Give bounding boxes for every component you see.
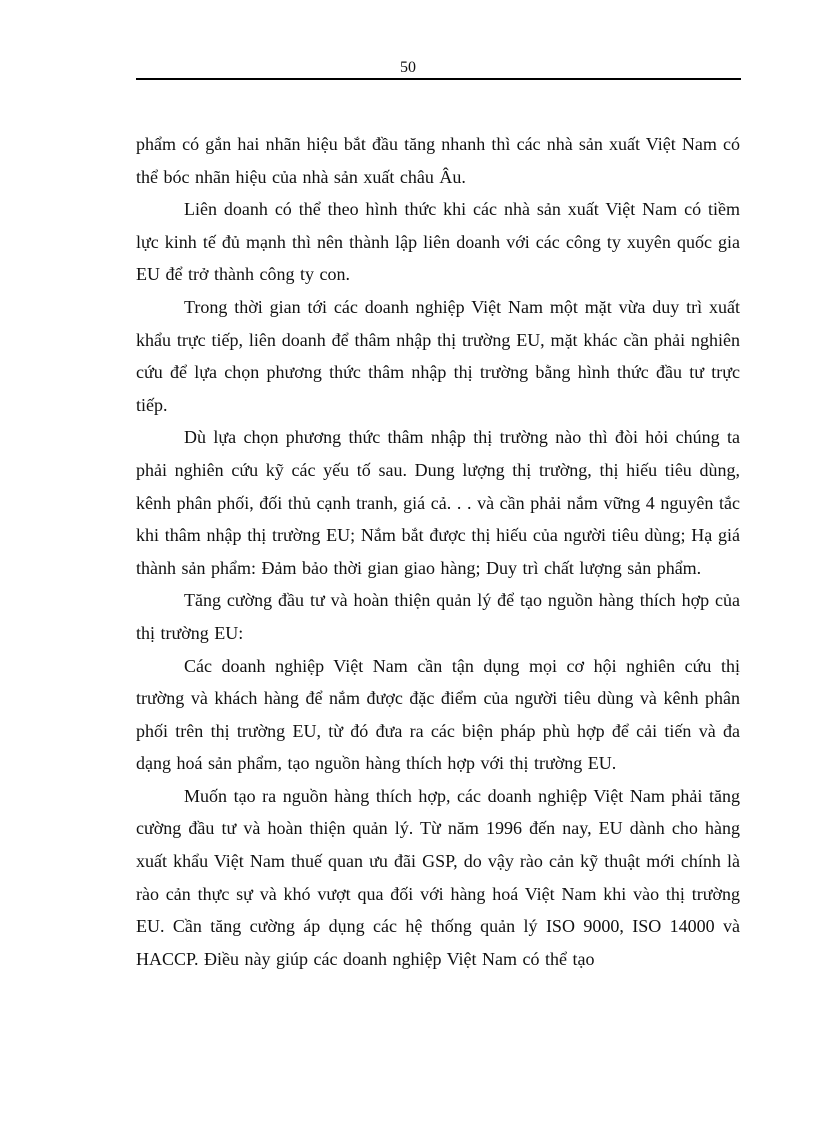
body-text [136, 128, 740, 975]
paragraph-joint-venture: Liên doanh có thể theo hình thức khi các nhà sản xuất Việt Nam có tiềm lực kinh tế đủ mạnh thì nên thành lập liên doanh với các công ty xuyên quốc gia EU để trở thành công ty con. [136, 199, 740, 285]
paragraph-continuation: phẩm có gắn hai nhãn hiệu bắt đầu tăng nhanh thì các nhà sản xuất Việt Nam có thể bóc nhãn hiệu của nhà sản xuất châu Âu. [136, 134, 740, 187]
paragraph-opportunities: Các doanh nghiệp Việt Nam cần tận dụng mọi cơ hội nghiên cứu thị trường và khách hàng để nắm được đặc điểm của người tiêu dùng và kênh phân phối trên thị trường EU, từ đó đưa ra các biện pháp phù hợp để cải tiến và đa dạng hoá sản phẩm, tạo nguồn hàng thích hợp với thị trường EU. [136, 655, 740, 774]
paragraph-market-entry: Trong thời gian tới các doanh nghiệp Việt Nam một mặt vừa duy trì xuất khẩu trực tiếp, liên doanh để thâm nhập thị trường EU, mặt khác cần phải nghiên cứu để lựa chọn phương thức thâm nhập thị trường bằng hình thức đầu tư trực tiếp. [136, 296, 740, 415]
paragraph-market-research: Dù lựa chọn phương thức thâm nhập thị trường nào thì đòi hỏi chúng ta phải nghiên cứu kỹ các yếu tố sau. Dung lượng thị trường, thị hiếu tiêu dùng, kênh phân phối, đối thủ cạnh tranh, giá cả. . . và cần phải nắm vững 4 nguyên tắc khi thâm nhập thị trường EU; Nắm bắt được thị hiếu của người tiêu dùng; Hạ giá thành sản phẩm: Đảm bảo thời gian giao hàng; Duy trì chất lượng sản phẩm. [136, 427, 740, 578]
header-rule [136, 78, 741, 80]
paragraph-investment-heading: Tăng cường đầu tư và hoàn thiện quản lý để tạo nguồn hàng thích hợp của thị trường EU: [136, 590, 740, 643]
page-number: 50 [400, 59, 416, 76]
paragraph-quality-management: Muốn tạo ra nguồn hàng thích hợp, các doanh nghiệp Việt Nam phải tăng cường đầu tư và hoàn thiện quản lý. Từ năm 1996 đến nay, EU dành cho hàng xuất khẩu Việt Nam thuế quan ưu đãi GSP, do vậy rào cản kỹ thuật mới chính là rào cản thực sự và khó vượt qua đối với hàng hoá Việt Nam khi vào thị trường EU. Cần tăng cường áp dụng các hệ thống quản lý ISO 9000, ISO 14000 và HACCP. Điều này giúp các doanh nghiệp Việt Nam có thể tạo [136, 785, 740, 969]
